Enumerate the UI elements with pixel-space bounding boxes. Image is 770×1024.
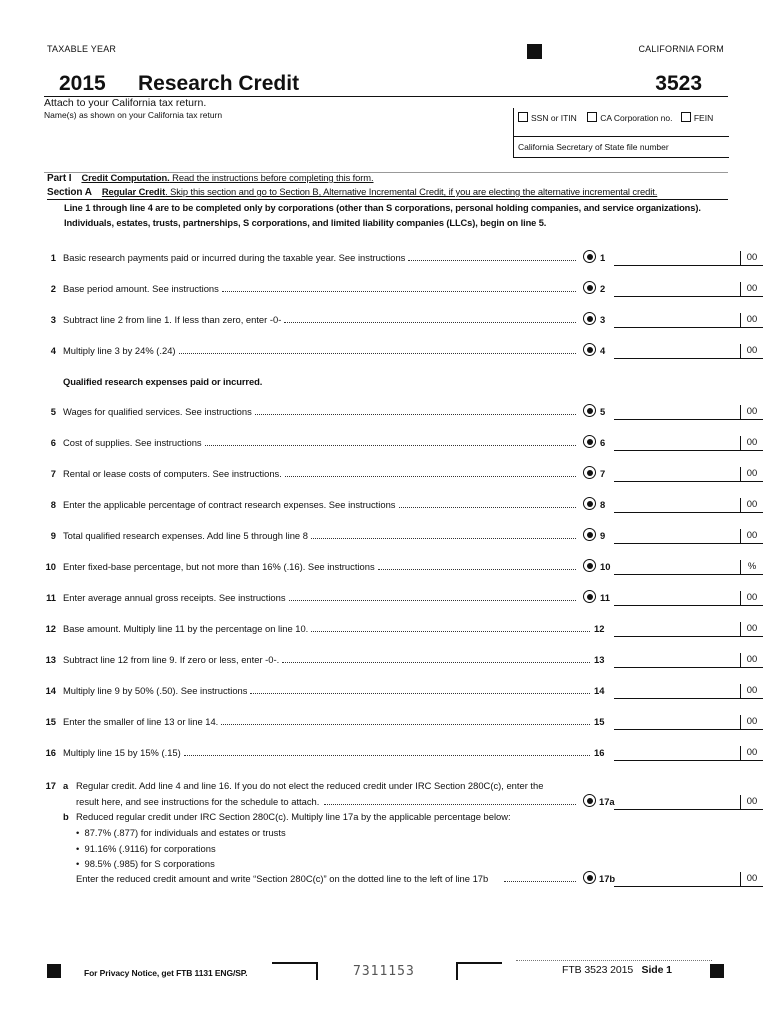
line-1-amount[interactable] <box>614 251 740 266</box>
line-12-amount[interactable] <box>614 622 740 637</box>
corner-mark <box>272 962 318 980</box>
line-3-bullet-icon <box>583 312 596 325</box>
form-number: 3523 <box>655 72 702 95</box>
line-15-cents[interactable]: 00 <box>740 715 763 730</box>
line-15-amount[interactable] <box>614 715 740 730</box>
line-2-bullet-icon <box>583 281 596 294</box>
line-10-bullet-icon <box>583 559 596 572</box>
line-1-bullet-icon <box>583 250 596 263</box>
line-4-amount[interactable] <box>614 344 740 359</box>
line-10-cents[interactable]: % <box>740 560 763 575</box>
line-4-bullet-icon <box>583 343 596 356</box>
footer-form-id: FTB 3523 2015 Side 1 <box>562 964 672 976</box>
line-6-amount[interactable] <box>614 436 740 451</box>
line-13-amount[interactable] <box>614 653 740 668</box>
line-3-amount[interactable] <box>614 313 740 328</box>
line-9-bullet-icon <box>583 528 596 541</box>
line-13: 13 Subtract line 12 from line 9. If zero or less, enter -0-. 13 00 <box>34 654 728 670</box>
line-9: 9 Total qualified research expenses. Add line 5 through line 8 9 00 <box>34 530 728 546</box>
line-16-amount[interactable] <box>614 746 740 761</box>
line-5-bullet-icon <box>583 404 596 417</box>
line-7-cents[interactable]: 00 <box>740 467 763 482</box>
line-17b-entry: Enter the reduced credit amount and write “Section 280C(c)” on the dotted line to the left of line 17b 17b 00 <box>34 873 728 889</box>
line-1-cents[interactable]: 00 <box>740 251 763 266</box>
line-10-amount[interactable] <box>614 560 740 575</box>
line-2: 2 Base period amount. See instructions 2 00 <box>34 283 728 299</box>
line-6-bullet-icon <box>583 435 596 448</box>
intro-line-1: Line 1 through line 4 are to be completed only by corporations (other than S corporations, personal holding companies, and service organizations). <box>64 203 701 213</box>
line-7-amount[interactable] <box>614 467 740 482</box>
line-10: 10 Enter fixed-base percentage, but not more than 16% (.16). See instructions 10 % <box>34 561 728 577</box>
names-field[interactable] <box>44 108 513 136</box>
line-9-cents[interactable]: 00 <box>740 529 763 544</box>
california-form-label: CALIFORNIA FORM <box>638 44 724 54</box>
line-4-cents[interactable]: 00 <box>740 344 763 359</box>
list-item: • 98.5% (.985) for S corporations <box>76 858 215 870</box>
line-17b-cents[interactable]: 00 <box>740 872 763 887</box>
line-4: 4 Multiply line 3 by 24% (.24) 4 00 <box>34 345 728 361</box>
list-item: • 87.7% (.877) for individuals and estates or trusts <box>76 827 286 838</box>
line-17b-amount[interactable] <box>614 872 740 887</box>
fein-checkbox[interactable]: FEIN <box>681 113 713 123</box>
line-5-amount[interactable] <box>614 405 740 420</box>
line-16-cents[interactable]: 00 <box>740 746 763 761</box>
form-title: Research Credit <box>138 72 300 95</box>
line-11-amount[interactable] <box>614 591 740 606</box>
line-17a-bullet-icon <box>583 794 596 807</box>
privacy-notice: For Privacy Notice, get FTB 1131 ENG/SP. <box>84 968 248 978</box>
id-type-box <box>513 108 729 136</box>
sos-label: California Secretary of State file number <box>518 142 669 152</box>
line-17b-bullet-icon <box>583 871 596 884</box>
line-14-cents[interactable]: 00 <box>740 684 763 699</box>
line-1: 1 Basic research payments paid or incurred during the taxable year. See instructions 1 00 <box>34 252 728 268</box>
registration-mark <box>527 44 542 59</box>
ssn-checkbox[interactable]: SSN or ITIN <box>518 113 577 123</box>
line-11: 11 Enter average annual gross receipts. See instructions 11 00 <box>34 592 728 608</box>
line-14-amount[interactable] <box>614 684 740 699</box>
line-16: 16 Multiply line 15 by 15% (.15) 16 00 <box>34 747 728 763</box>
line-17a: 17 a Regular credit. Add line 4 and line 16. If you do not elect the reduced credit under IRC Section 280C(c), enter the <box>45 780 544 791</box>
line-11-bullet-icon <box>583 590 596 603</box>
list-item: • 91.16% (.9116) for corporations <box>76 842 216 854</box>
line-12-cents[interactable]: 00 <box>740 622 763 637</box>
line-9-amount[interactable] <box>614 529 740 544</box>
corner-mark <box>456 962 502 980</box>
line-7: 7 Rental or lease costs of computers. See instructions. 7 00 <box>34 468 728 484</box>
line-6: 6 Cost of supplies. See instructions 6 00 <box>34 437 728 453</box>
line-15: 15 Enter the smaller of line 13 or line 14. 15 00 <box>34 716 728 732</box>
line-17a-entry: result here, and see instructions for the schedule to attach. 17a 00 <box>34 796 728 812</box>
line-8: 8 Enter the applicable percentage of contract research expenses. See instructions 8 00 <box>34 499 728 515</box>
section-a-heading: Section A Regular Credit. Skip this section and go to Section B, Alternative Incremental Credit, if you are electing the alternative incremental credit. <box>47 186 728 200</box>
line-6-cents[interactable]: 00 <box>740 436 763 451</box>
line-5-cents[interactable]: 00 <box>740 405 763 420</box>
line-2-amount[interactable] <box>614 282 740 297</box>
sos-file-number-field[interactable] <box>513 136 729 158</box>
title-row <box>44 72 728 97</box>
registration-mark <box>710 964 724 978</box>
line-17a-cents[interactable]: 00 <box>740 795 763 810</box>
attach-instruction: Attach to your California tax return. <box>44 97 207 109</box>
qre-heading: Qualified research expenses paid or incurred. <box>63 376 263 387</box>
line-7-bullet-icon <box>583 466 596 479</box>
line-3: 3 Subtract line 2 from line 1. If less than zero, enter -0- 3 00 <box>34 314 728 330</box>
line-8-bullet-icon <box>583 497 596 510</box>
ca-corp-checkbox[interactable]: CA Corporation no. <box>587 113 672 123</box>
line-13-cents[interactable]: 00 <box>740 653 763 668</box>
taxable-year-label: TAXABLE YEAR <box>47 44 117 54</box>
registration-mark <box>47 964 61 978</box>
line-17a-amount[interactable] <box>614 795 740 810</box>
line-8-cents[interactable]: 00 <box>740 498 763 513</box>
line-14: 14 Multiply line 9 by 50% (.50). See instructions 14 00 <box>34 685 728 701</box>
form-year: 2015 <box>59 72 106 95</box>
line-2-cents[interactable]: 00 <box>740 282 763 297</box>
line-17b-percentages <box>76 825 286 872</box>
names-label: Name(s) as shown on your California tax return <box>44 110 223 120</box>
line-8-amount[interactable] <box>614 498 740 513</box>
barcode-number: 7311153 <box>353 964 415 979</box>
line-11-cents[interactable]: 00 <box>740 591 763 606</box>
line-5: 5 Wages for qualified services. See instructions 5 00 <box>34 406 728 422</box>
line-12: 12 Base amount. Multiply line 11 by the percentage on line 10. 12 00 <box>34 623 728 639</box>
line-3-cents[interactable]: 00 <box>740 313 763 328</box>
line-17b: b Reduced regular credit under IRC Section 280C(c). Multiply line 17a by the applicable percentage below: <box>63 811 511 822</box>
part-heading: Part I Credit Computation. Read the instructions before completing this form. <box>47 172 374 184</box>
intro-line-2: Individuals, estates, trusts, partnerships, S corporations, and limited liability companies (LLCs), begin on line 5. <box>64 218 547 228</box>
